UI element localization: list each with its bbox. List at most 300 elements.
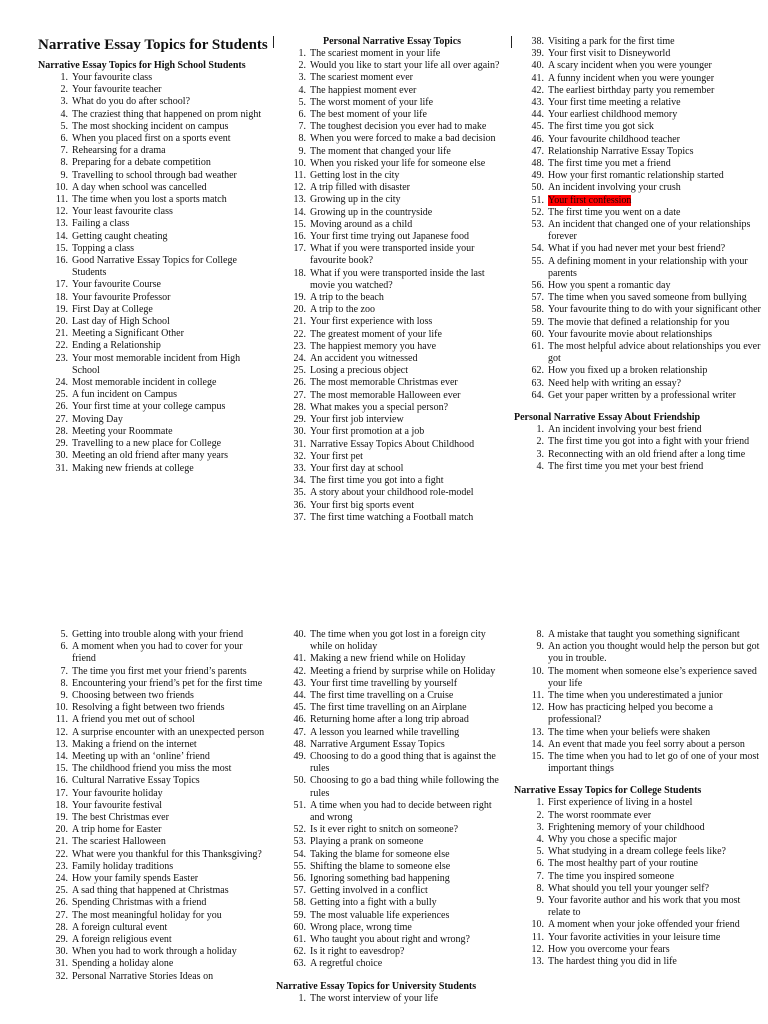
list-item-number: 34. xyxy=(293,475,306,487)
list-item xyxy=(514,292,764,304)
list-item xyxy=(514,702,764,726)
list-item-number: 11. xyxy=(55,714,68,726)
list-item-text: How you fixed up a broken relationship xyxy=(548,365,708,377)
list-item-number: 63. xyxy=(293,958,306,970)
list-item-number: 55. xyxy=(531,255,544,267)
list-item xyxy=(276,182,508,194)
list-item-text: The scariest Halloween xyxy=(72,836,166,848)
list-item xyxy=(514,378,764,390)
list-item-number: 45. xyxy=(531,121,544,133)
list-item-text: Resolving a fight between two friends xyxy=(72,702,225,714)
list-item-text: Your favourite teacher xyxy=(72,84,162,96)
list-item xyxy=(514,895,764,919)
list-item xyxy=(514,158,764,170)
list-item xyxy=(514,36,764,48)
list-item xyxy=(38,812,268,824)
list-item xyxy=(514,341,764,365)
list-item-text: A trip to the beach xyxy=(310,292,384,304)
list-item-number: 28. xyxy=(293,401,306,413)
list-item xyxy=(514,195,764,207)
list-item-text: Getting into a fight with a bully xyxy=(310,897,437,909)
list-item-number: 38. xyxy=(531,36,544,47)
topic-list xyxy=(514,36,764,402)
list-item xyxy=(38,340,268,352)
list-item-number: 7. xyxy=(60,145,68,157)
list-item-text: Your favourite Course xyxy=(72,279,161,291)
list-item-text: The hardest thing you did in life xyxy=(548,956,677,968)
column-1 xyxy=(38,629,268,1024)
list-item-number: 57. xyxy=(531,292,544,304)
list-item xyxy=(38,243,268,255)
list-item xyxy=(276,170,508,182)
list-item-number: 2. xyxy=(60,84,68,96)
list-item-text: Your favourite holiday xyxy=(72,787,163,799)
list-item-number: 32. xyxy=(55,970,68,982)
list-item xyxy=(514,365,764,377)
list-item-text: A foreign cultural event xyxy=(72,921,168,933)
list-item-number: 59. xyxy=(293,909,306,921)
list-item-number: 30. xyxy=(293,426,306,438)
list-item-number: 10. xyxy=(55,181,68,193)
list-item-text: How your first romantic relationship started xyxy=(548,170,724,182)
list-item-text: Growing up in the city xyxy=(310,194,401,206)
list-item-number: 17. xyxy=(55,279,68,291)
list-item-number: 10. xyxy=(531,919,544,931)
list-item xyxy=(38,170,268,182)
list-item-number: 14. xyxy=(55,751,68,763)
list-item-number: 17. xyxy=(293,243,306,255)
list-item xyxy=(276,934,508,946)
list-item-text: The time when your beliefs were shaken xyxy=(548,726,711,738)
list-item-number: 46. xyxy=(531,133,544,145)
list-item xyxy=(38,690,268,702)
list-item xyxy=(276,316,508,328)
list-item-text: The most meaningful holiday for you xyxy=(72,909,222,921)
list-item-text: Your first pet xyxy=(310,450,363,462)
list-item-text: Your first time at your college campus xyxy=(72,401,226,413)
list-item-text: Spending a holiday alone xyxy=(72,958,174,970)
list-item-number: 31. xyxy=(55,462,68,474)
list-item xyxy=(514,317,764,329)
list-item-text: Your favourite movie about relationships xyxy=(548,328,712,340)
list-item-text: Travelling to a new place for College xyxy=(72,438,222,450)
list-item-text: A trip filled with disaster xyxy=(310,182,410,194)
list-item-number: 56. xyxy=(293,873,306,885)
list-item-text: Losing a precious object xyxy=(310,365,409,377)
list-item xyxy=(514,858,764,870)
list-item-text: What makes you a special person? xyxy=(310,401,449,413)
list-item-text: Last day of High School xyxy=(72,316,170,328)
list-item-number: 21. xyxy=(55,836,68,848)
list-item-text: A moment when your joke offended your friend xyxy=(548,919,740,931)
list-item-number: 52. xyxy=(531,206,544,218)
list-item-number: 5. xyxy=(60,629,68,640)
list-item-text: A mistake that taught you something significant xyxy=(548,629,740,640)
list-item-text: A fun incident on Campus xyxy=(72,389,177,401)
list-item-number: 26. xyxy=(55,401,68,413)
list-item-number: 8. xyxy=(60,677,68,689)
list-item-text: The first time travelling on a Cruise xyxy=(310,690,454,702)
list-item-number: 61. xyxy=(531,341,544,353)
list-item-text: Reconnecting with an old friend after a long time xyxy=(548,448,746,460)
list-item-text: Most memorable incident in college xyxy=(72,377,217,389)
list-item-number: 3. xyxy=(298,72,306,84)
list-item xyxy=(276,690,508,702)
list-item-number: 45. xyxy=(293,702,306,714)
list-item-text: Narrative Essay Topics About Childhood xyxy=(310,438,475,450)
list-item xyxy=(38,194,268,206)
list-item-text: Ignoring something bad happening xyxy=(310,873,450,885)
list-item-number: 5. xyxy=(298,96,306,108)
list-item xyxy=(38,353,268,377)
list-item-number: 22. xyxy=(55,340,68,352)
list-item-number: 2. xyxy=(536,436,544,448)
list-item-number: 30. xyxy=(55,946,68,958)
list-item-text: Good Narrative Essay Topics for College Students xyxy=(72,255,237,279)
list-item-text: Travelling to school through bad weather xyxy=(72,169,237,181)
list-item-number: 49. xyxy=(531,170,544,182)
list-item xyxy=(38,279,268,291)
list-item xyxy=(276,727,508,739)
list-item-text: A regretful choice xyxy=(310,958,383,970)
list-item-text: When you risked your life for someone else xyxy=(310,157,486,169)
list-item-text: The first time you went on a date xyxy=(548,206,681,218)
list-item-text: An action you thought would help the person but got you in trouble. xyxy=(548,641,760,665)
list-item-number: 62. xyxy=(531,365,544,377)
list-item xyxy=(514,97,764,109)
list-item-text: Cultural Narrative Essay Topics xyxy=(72,775,200,787)
list-item-text: Wrong place, wrong time xyxy=(310,921,412,933)
list-item xyxy=(38,121,268,133)
list-item-text: The best moment of your life xyxy=(310,109,427,121)
list-item xyxy=(514,810,764,822)
list-item-number: 24. xyxy=(55,873,68,885)
list-item xyxy=(276,414,508,426)
list-item-text: Getting lost in the city xyxy=(310,170,400,182)
list-item xyxy=(276,72,508,84)
list-item-text: Your first experience with loss xyxy=(310,316,433,328)
list-item xyxy=(276,341,508,353)
list-item-number: 19. xyxy=(55,303,68,315)
list-item xyxy=(38,377,268,389)
list-item-text: An incident involving your crush xyxy=(548,182,681,194)
topic-list xyxy=(38,72,268,475)
list-item-text: A day when school was cancelled xyxy=(72,181,207,193)
list-item-number: 36. xyxy=(293,499,306,511)
section-heading-college: Narrative Essay Topics for College Students xyxy=(514,785,702,797)
list-item-number: 4. xyxy=(536,834,544,846)
topic-list xyxy=(514,424,764,473)
list-item-number: 52. xyxy=(293,824,306,836)
list-item-number: 42. xyxy=(531,84,544,96)
list-item xyxy=(514,329,764,341)
list-item xyxy=(514,461,764,473)
list-item-number: 48. xyxy=(293,738,306,750)
list-item-text: The time when you got lost in a foreign city while on holiday xyxy=(310,629,486,653)
list-item xyxy=(514,919,764,931)
list-item-number: 29. xyxy=(55,438,68,450)
list-item-number: 63. xyxy=(531,377,544,389)
list-item xyxy=(514,146,764,158)
list-item xyxy=(276,158,508,170)
list-item-number: 1. xyxy=(536,797,544,809)
list-item xyxy=(514,449,764,461)
section-heading-university: Narrative Essay Topics for University Students xyxy=(276,980,477,992)
list-item-text: How has practicing helped you become a professional? xyxy=(548,702,713,726)
list-item xyxy=(514,739,764,751)
list-item xyxy=(38,873,268,885)
list-item xyxy=(38,133,268,145)
list-item-number: 13. xyxy=(55,218,68,230)
list-item-number: 16. xyxy=(55,255,68,267)
list-item-number: 9. xyxy=(60,169,68,181)
list-item-text: A foreign religious event xyxy=(72,934,172,946)
list-item xyxy=(276,653,508,665)
list-item-text: Your favourite thing to do with your significant other xyxy=(548,304,761,316)
list-item-text: Spending Christmas with a friend xyxy=(72,897,207,909)
list-item-number: 22. xyxy=(293,328,306,340)
list-item-text: The first time you met a friend xyxy=(548,158,671,170)
list-item-number: 19. xyxy=(293,292,306,304)
list-item-number: 10. xyxy=(55,702,68,714)
list-item-number: 31. xyxy=(55,958,68,970)
list-item-number: 44. xyxy=(293,690,306,702)
list-item-number: 13. xyxy=(531,956,544,968)
list-item-number: 7. xyxy=(60,665,68,677)
list-item xyxy=(276,329,508,341)
list-item-text: The earliest birthday party you remember xyxy=(548,84,715,96)
list-item xyxy=(514,256,764,280)
list-item-text: Need help with writing an essay? xyxy=(548,377,682,389)
list-item xyxy=(514,207,764,219)
list-item-number: 25. xyxy=(293,365,306,377)
list-item-text: When you were forced to make a bad decision xyxy=(310,133,496,145)
section-heading-high-school: Narrative Essay Topics for High School Students xyxy=(38,60,246,71)
topic-list xyxy=(38,629,268,983)
list-item xyxy=(38,800,268,812)
list-item xyxy=(276,133,508,145)
list-item-text: Your first time meeting a relative xyxy=(548,97,681,109)
list-item xyxy=(38,751,268,763)
list-item-number: 48. xyxy=(531,158,544,170)
list-item xyxy=(514,932,764,944)
list-item xyxy=(276,121,508,133)
list-item-number: 27. xyxy=(293,389,306,401)
list-item-number: 31. xyxy=(293,438,306,450)
list-item xyxy=(514,727,764,739)
list-item xyxy=(276,268,508,292)
list-item xyxy=(276,714,508,726)
topic-list xyxy=(514,629,764,775)
list-item-text: What do you do after school? xyxy=(72,96,191,108)
list-item xyxy=(276,739,508,751)
list-item-number: 9. xyxy=(298,145,306,157)
list-item xyxy=(276,402,508,414)
list-item xyxy=(38,775,268,787)
list-item-number: 59. xyxy=(531,316,544,328)
list-item-number: 50. xyxy=(293,775,306,787)
list-item-text: Taking the blame for someone else xyxy=(310,848,450,860)
list-item xyxy=(276,146,508,158)
list-item-text: A defining moment in your relationship with your parents xyxy=(548,255,748,279)
list-item-text: Preparing for a debate competition xyxy=(72,157,211,169)
list-item xyxy=(38,255,268,279)
list-item-text: Making a new friend while on Holiday xyxy=(310,653,466,665)
list-item-text: The scariest moment in your life xyxy=(310,48,441,59)
list-item xyxy=(38,463,268,475)
list-item xyxy=(38,824,268,836)
list-item-text: Visiting a park for the first time xyxy=(548,36,675,47)
list-item-text: The first time you got sick xyxy=(548,121,654,133)
list-item-number: 28. xyxy=(55,425,68,437)
list-item-number: 20. xyxy=(55,824,68,836)
topic-list xyxy=(276,48,508,524)
list-item-text: The happiest moment ever xyxy=(310,84,417,96)
list-item-number: 25. xyxy=(55,885,68,897)
list-item-text: A time when you had to decide between right and wrong xyxy=(310,799,492,824)
list-item-text: Meeting an old friend after many years xyxy=(72,450,229,462)
list-item-text: Your favourite Professor xyxy=(72,291,171,303)
list-item xyxy=(38,206,268,218)
list-item-number: 1. xyxy=(536,424,544,436)
list-item xyxy=(38,145,268,157)
list-item-number: 20. xyxy=(55,316,68,328)
list-item-text: The most valuable life experiences xyxy=(310,909,450,921)
list-item-number: 1. xyxy=(298,992,306,1004)
list-item-number: 60. xyxy=(293,921,306,933)
list-item-number: 15. xyxy=(293,218,306,230)
list-item-text: The most shocking incident on campus xyxy=(72,120,229,132)
list-item-text: Your most memorable incident from High School xyxy=(72,352,241,376)
list-item xyxy=(38,641,268,665)
list-item-number: 24. xyxy=(55,377,68,389)
list-item-text: The time when you lost a sports match xyxy=(72,194,227,206)
list-item-number: 14. xyxy=(293,206,306,218)
list-item xyxy=(38,389,268,401)
list-item-number: 37. xyxy=(293,511,306,523)
list-item xyxy=(276,849,508,861)
list-item-text: How your family spends Easter xyxy=(72,873,199,885)
list-item xyxy=(276,800,508,824)
list-item-number: 40. xyxy=(293,629,306,640)
column-2 xyxy=(276,36,508,556)
list-item-number: 6. xyxy=(60,641,68,653)
list-item xyxy=(276,946,508,958)
list-item-text: Your favorite activities in your leisure time xyxy=(548,931,721,943)
list-item-number: 21. xyxy=(55,328,68,340)
list-item xyxy=(276,775,508,799)
list-item xyxy=(38,328,268,340)
list-item-number: 2. xyxy=(536,809,544,821)
list-item xyxy=(276,60,508,72)
list-item xyxy=(38,666,268,678)
list-item-number: 16. xyxy=(55,775,68,787)
list-item-number: 56. xyxy=(531,280,544,292)
list-item-text: Meeting a Significant Other xyxy=(72,328,184,340)
list-item xyxy=(38,971,268,983)
list-item-number: 43. xyxy=(531,97,544,109)
list-item xyxy=(514,424,764,436)
list-item-number: 18. xyxy=(293,267,306,279)
list-item-number: 10. xyxy=(293,157,306,169)
list-item-number: 23. xyxy=(55,352,68,364)
list-item xyxy=(38,426,268,438)
list-item xyxy=(514,846,764,858)
list-item xyxy=(514,48,764,60)
list-item-number: 12. xyxy=(55,726,68,738)
list-item xyxy=(514,751,764,775)
list-item-text: The scariest moment ever xyxy=(310,72,414,84)
list-item-number: 57. xyxy=(293,885,306,897)
list-item-text: What if you were transported inside the last movie you watched? xyxy=(310,267,485,291)
list-item-text: Narrative Argument Essay Topics xyxy=(310,738,445,750)
list-item-number: 9. xyxy=(536,641,544,653)
list-item-text: The worst roommate ever xyxy=(548,809,652,821)
column-1 xyxy=(38,36,268,556)
list-item-number: 30. xyxy=(55,450,68,462)
list-item-number: 8. xyxy=(536,629,544,640)
list-item-text: What if you had never met your best friend? xyxy=(548,243,726,255)
list-item-number: 61. xyxy=(293,934,306,946)
list-item-number: 11. xyxy=(55,194,68,206)
list-item xyxy=(276,487,508,499)
list-item-number: 33. xyxy=(293,462,306,474)
list-item-text: Your first time trying out Japanese food xyxy=(310,231,469,243)
list-item xyxy=(38,157,268,169)
list-item xyxy=(276,426,508,438)
list-item-text: Meeting up with an ‘online’ friend xyxy=(72,751,210,763)
list-item-text: The most healthy part of your routine xyxy=(548,858,698,870)
list-item-text: Your favourite class xyxy=(72,72,153,83)
list-item-text: The movie that defined a relationship for you xyxy=(548,316,730,328)
list-item-number: 11. xyxy=(531,690,544,702)
list-item xyxy=(276,910,508,922)
list-item-text: The time you first met your friend’s parents xyxy=(72,665,247,677)
list-item xyxy=(514,871,764,883)
list-item-number: 23. xyxy=(293,340,306,352)
list-item-text: What should you tell your younger self? xyxy=(548,882,710,894)
list-item-text: The greatest moment of your life xyxy=(310,328,442,340)
list-item-text: Playing a prank on someone xyxy=(310,836,424,848)
list-item-number: 13. xyxy=(55,738,68,750)
list-item xyxy=(276,109,508,121)
list-item-number: 20. xyxy=(293,304,306,316)
list-item-text: Getting into trouble along with your friend xyxy=(72,629,244,640)
list-item-text: An incident involving your best friend xyxy=(548,424,702,436)
list-item-text: Moving around as a child xyxy=(310,218,413,230)
list-item-number: 51. xyxy=(531,194,544,206)
list-item-text: Family holiday traditions xyxy=(72,860,174,872)
list-item-number: 58. xyxy=(293,897,306,909)
list-item-number: 1. xyxy=(60,72,68,83)
list-item-text: Making new friends at college xyxy=(72,462,194,474)
list-item xyxy=(276,365,508,377)
list-item xyxy=(38,788,268,800)
list-item xyxy=(276,292,508,304)
list-item-number: 12. xyxy=(293,182,306,194)
list-item-text: Returning home after a long trip abroad xyxy=(310,714,469,726)
list-item-number: 26. xyxy=(293,377,306,389)
list-item-number: 41. xyxy=(531,72,544,84)
list-item-number: 15. xyxy=(55,242,68,254)
list-item-text: What studying in a dream college feels like? xyxy=(548,846,726,858)
list-item-number: 14. xyxy=(55,230,68,242)
topic-list xyxy=(514,797,764,968)
list-item xyxy=(514,834,764,846)
list-item xyxy=(514,436,764,448)
list-item-text: Ending a Relationship xyxy=(72,340,161,352)
list-item xyxy=(514,121,764,133)
